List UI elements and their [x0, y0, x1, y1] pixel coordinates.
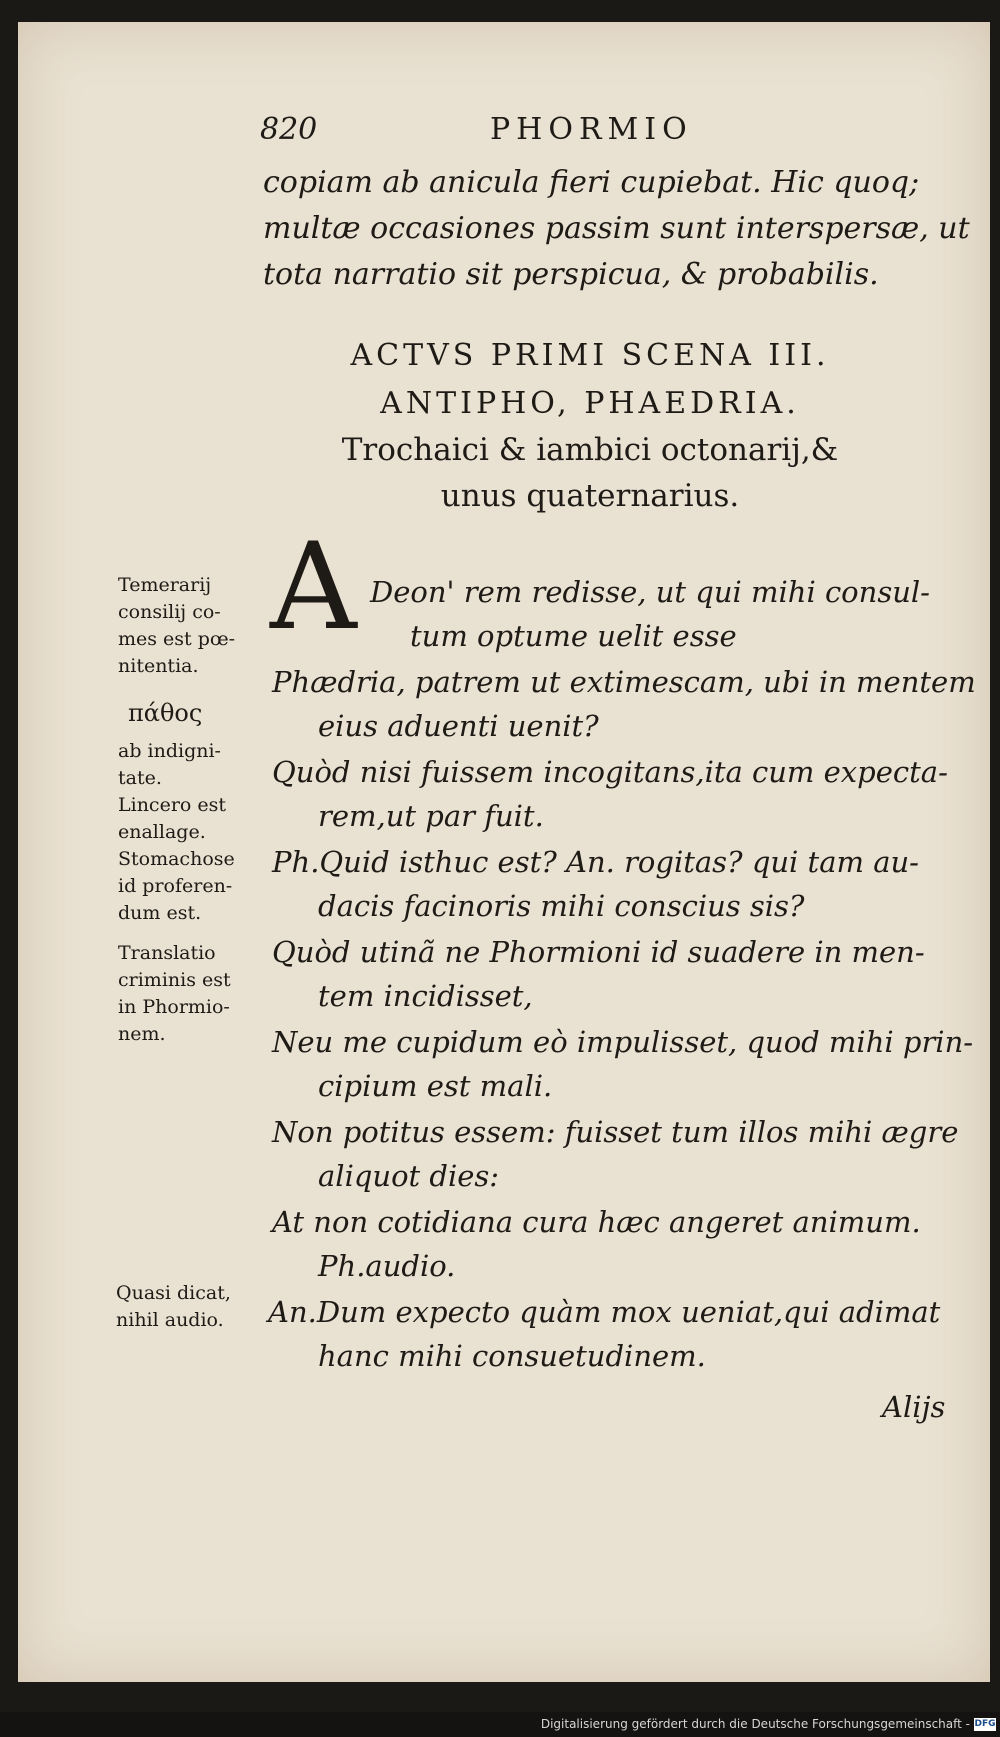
running-head: PHORMIO [490, 112, 693, 147]
marginal-line: nem. [118, 1023, 166, 1045]
act-heading: ACTVS PRIMI SCENA III. [350, 338, 830, 373]
verse-line: Phædria, patrem ut extimescam, ubi in mentem [272, 665, 976, 699]
intro-line: tota narratio sit perspicua, & probabilis. [263, 257, 879, 292]
verse-line: Non potitus essem: fuisset tum illos mihi ægre [272, 1115, 959, 1149]
marginal-line: consilij co- [118, 601, 221, 623]
marginal-line: Quasi dicat, [116, 1282, 231, 1304]
marginal-line: criminis est [118, 969, 231, 991]
verse-line: eius aduenti uenit? [318, 709, 599, 743]
meter-line: unus quaternarius. [440, 478, 740, 514]
digitization-footer [0, 1712, 1000, 1737]
marginal-line: Translatio [118, 942, 216, 964]
verse-line: Quòd utinã ne Phormioni id suadere in men- [272, 935, 925, 969]
verse-line: Quòd nisi fuissem incogitans,ita cum expecta- [272, 755, 948, 789]
intro-line: copiam ab anicula fieri cupiebat. Hic quoq; [263, 165, 920, 200]
verse-line: tum optume uelit esse [410, 619, 737, 653]
verse-line: hanc mihi consuetudinem. [318, 1339, 706, 1373]
marginal-line: mes est pœ- [118, 628, 236, 650]
marginal-note [118, 846, 268, 927]
verse-line: aliquot dies: [318, 1159, 500, 1193]
marginal-line: in Phormio- [118, 996, 230, 1018]
marginal-line: tate. [118, 767, 162, 789]
verse-line: tem incidisset, [318, 979, 533, 1013]
verse-line: dacis facinoris mihi conscius sis? [318, 889, 805, 923]
verse-line: Ph.audio. [318, 1249, 456, 1283]
marginal-note [116, 1280, 266, 1334]
marginal-greek [128, 700, 278, 727]
page-number: 820 [260, 112, 318, 147]
intro-line: multæ occasiones passim sunt interspersæ, ut [263, 211, 970, 246]
marginal-note [118, 792, 268, 846]
marginal-line: nitentia. [118, 655, 199, 677]
catchword: Alijs [882, 1390, 946, 1424]
verse-line: Ph.Quid isthuc est? An. rogitas? qui tam au- [272, 845, 919, 879]
marginal-line: πάθος [128, 699, 203, 727]
marginal-line: Stomachose [118, 848, 235, 870]
marginal-note [118, 738, 268, 792]
marginal-line: enallage. [118, 821, 206, 843]
marginal-line: nihil audio. [116, 1309, 224, 1331]
marginal-note [118, 940, 268, 1048]
verse-line: rem,ut par fuit. [318, 799, 544, 833]
marginal-line: id proferen- [118, 875, 233, 897]
verse-line: An.Dum expecto quàm mox ueniat,qui adimat [268, 1295, 941, 1329]
marginal-line: dum est. [118, 902, 202, 924]
marginal-line: Temerarij [118, 574, 212, 596]
marginal-line: ab indigni- [118, 740, 221, 762]
verse-line: Neu me cupidum eò impulisset, quod mihi prin- [272, 1025, 974, 1059]
marginal-line: Lincero est [118, 794, 227, 816]
verse-line: Deon' rem redisse, ut qui mihi consul- [370, 575, 930, 609]
verse-line: At non cotidiana cura hæc angeret animum. [272, 1205, 921, 1239]
dfg-logo-icon: DFG [974, 1719, 996, 1729]
intro-paragraph [263, 160, 970, 298]
verse-line: cipium est mali. [318, 1069, 553, 1103]
footer-credit: Digitalisierung gefördert durch die Deutsche Forschungsgemeinschaft - [540, 1717, 970, 1731]
persons-heading: ANTIPHO, PHAEDRIA. [380, 386, 800, 421]
meter-line: Trochaici & iambici octonarij,& [341, 432, 839, 468]
drop-cap: A [270, 518, 357, 657]
page-header [240, 92, 940, 152]
marginal-note [118, 572, 268, 680]
